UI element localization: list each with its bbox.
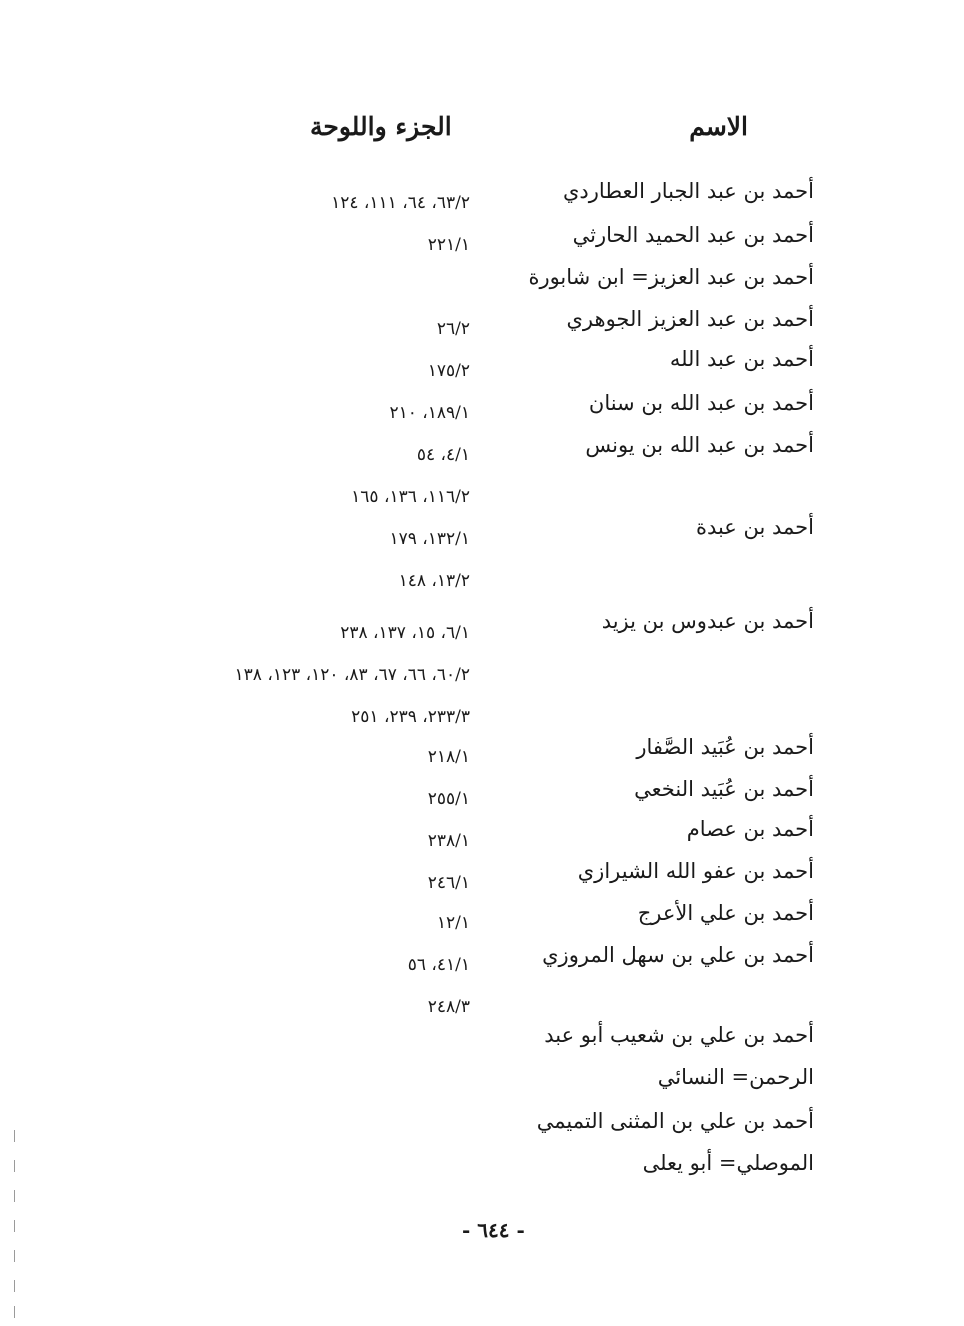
- entry-ref: ٤/١، ٥٤: [416, 445, 470, 465]
- entry-ref: ٢٤٦/١: [427, 873, 470, 893]
- entry-ref: ٢٣٨/١: [427, 831, 470, 851]
- entry-name: أحمد بن عفو الله الشيرازي: [577, 859, 814, 883]
- margin-mark: [14, 1130, 15, 1142]
- entry-name: أحمد بن عبد العزيز الجوهري: [566, 307, 814, 331]
- margin-mark: [14, 1306, 15, 1318]
- entry-name: أحمد بن عُبَيد النخعي: [634, 777, 814, 801]
- margin-mark: [14, 1280, 15, 1292]
- entry-ref: ١١٦/٢، ١٣٦، ١٦٥: [351, 487, 470, 507]
- entry-name: أحمد بن عبد الحميد الحارثي: [572, 223, 814, 247]
- column-header-name: الاسم: [689, 112, 748, 141]
- entry-ref: ٦٣/٢، ٦٤، ١١١، ١٢٤: [331, 193, 470, 213]
- entry-ref: ٢٣٣/٣، ٢٣٩، ٢٥١: [351, 707, 470, 727]
- entry-name: أحمد بن عبدوس بن يزيد: [601, 609, 814, 633]
- page-number: - ٦٤٤ -: [462, 1218, 525, 1242]
- entry-ref: ٢١٨/١: [427, 747, 470, 767]
- entry-ref: ١٣٢/١، ١٧٩: [389, 529, 470, 549]
- entry-name: أحمد بن عبدة: [695, 515, 814, 539]
- entry-ref: ٢٥٥/١: [427, 789, 470, 809]
- entry-ref: ٢٢١/١: [427, 235, 470, 255]
- margin-mark: [14, 1190, 15, 1202]
- entry-name: أحمد بن عبد الله بن يونس: [585, 433, 814, 457]
- entry-name: أحمد بن علي الأعرج: [637, 901, 814, 925]
- entry-name: أحمد بن عبد الجبار العطاردي: [563, 179, 814, 203]
- entry-ref: ١٨٩/١، ٢١٠: [389, 403, 470, 423]
- entry-ref: ٦٠/٢، ٦٦، ٦٧، ٨٣، ١٢٠، ١٢٣، ١٣٨: [234, 665, 470, 685]
- entry-name: أحمد بن عبد الله: [669, 347, 814, 371]
- column-header-ref: الجزء واللوحة: [310, 112, 452, 141]
- entry-name: أحمد بن عُبَيد الصَّفار: [636, 735, 814, 759]
- entry-ref: ٤١/١، ٥٦: [407, 955, 470, 975]
- entry-name: أحمد بن علي بن سهل المروزي: [542, 943, 814, 967]
- margin-mark: [14, 1160, 15, 1172]
- entry-ref: ٢٤٨/٣: [427, 997, 470, 1017]
- margin-mark: [14, 1250, 15, 1262]
- entry-ref: ١٣/٢، ١٤٨: [398, 571, 470, 591]
- entry-ref: ١٧٥/٢: [427, 361, 470, 381]
- entry-ref: ٢٦/٢: [436, 319, 470, 339]
- entry-name: أحمد بن عبد العزيز= ابن شابورة: [528, 265, 814, 289]
- entry-name: أحمد بن عصام: [686, 817, 814, 841]
- entry-name: أحمد بن عبد الله بن سنان: [588, 391, 814, 415]
- entry-name: أحمد بن علي بن المثنى التميمي الموصلي= أبو يعلى: [536, 1109, 814, 1175]
- margin-mark: [14, 1220, 15, 1232]
- entry-ref: ٦/١، ١٥، ١٣٧، ٢٣٨: [340, 623, 470, 643]
- entry-ref: ١٢/١: [436, 913, 470, 933]
- entry-name: أحمد بن علي بن شعيب أبو عبد الرحمن= النسائي: [544, 1023, 814, 1089]
